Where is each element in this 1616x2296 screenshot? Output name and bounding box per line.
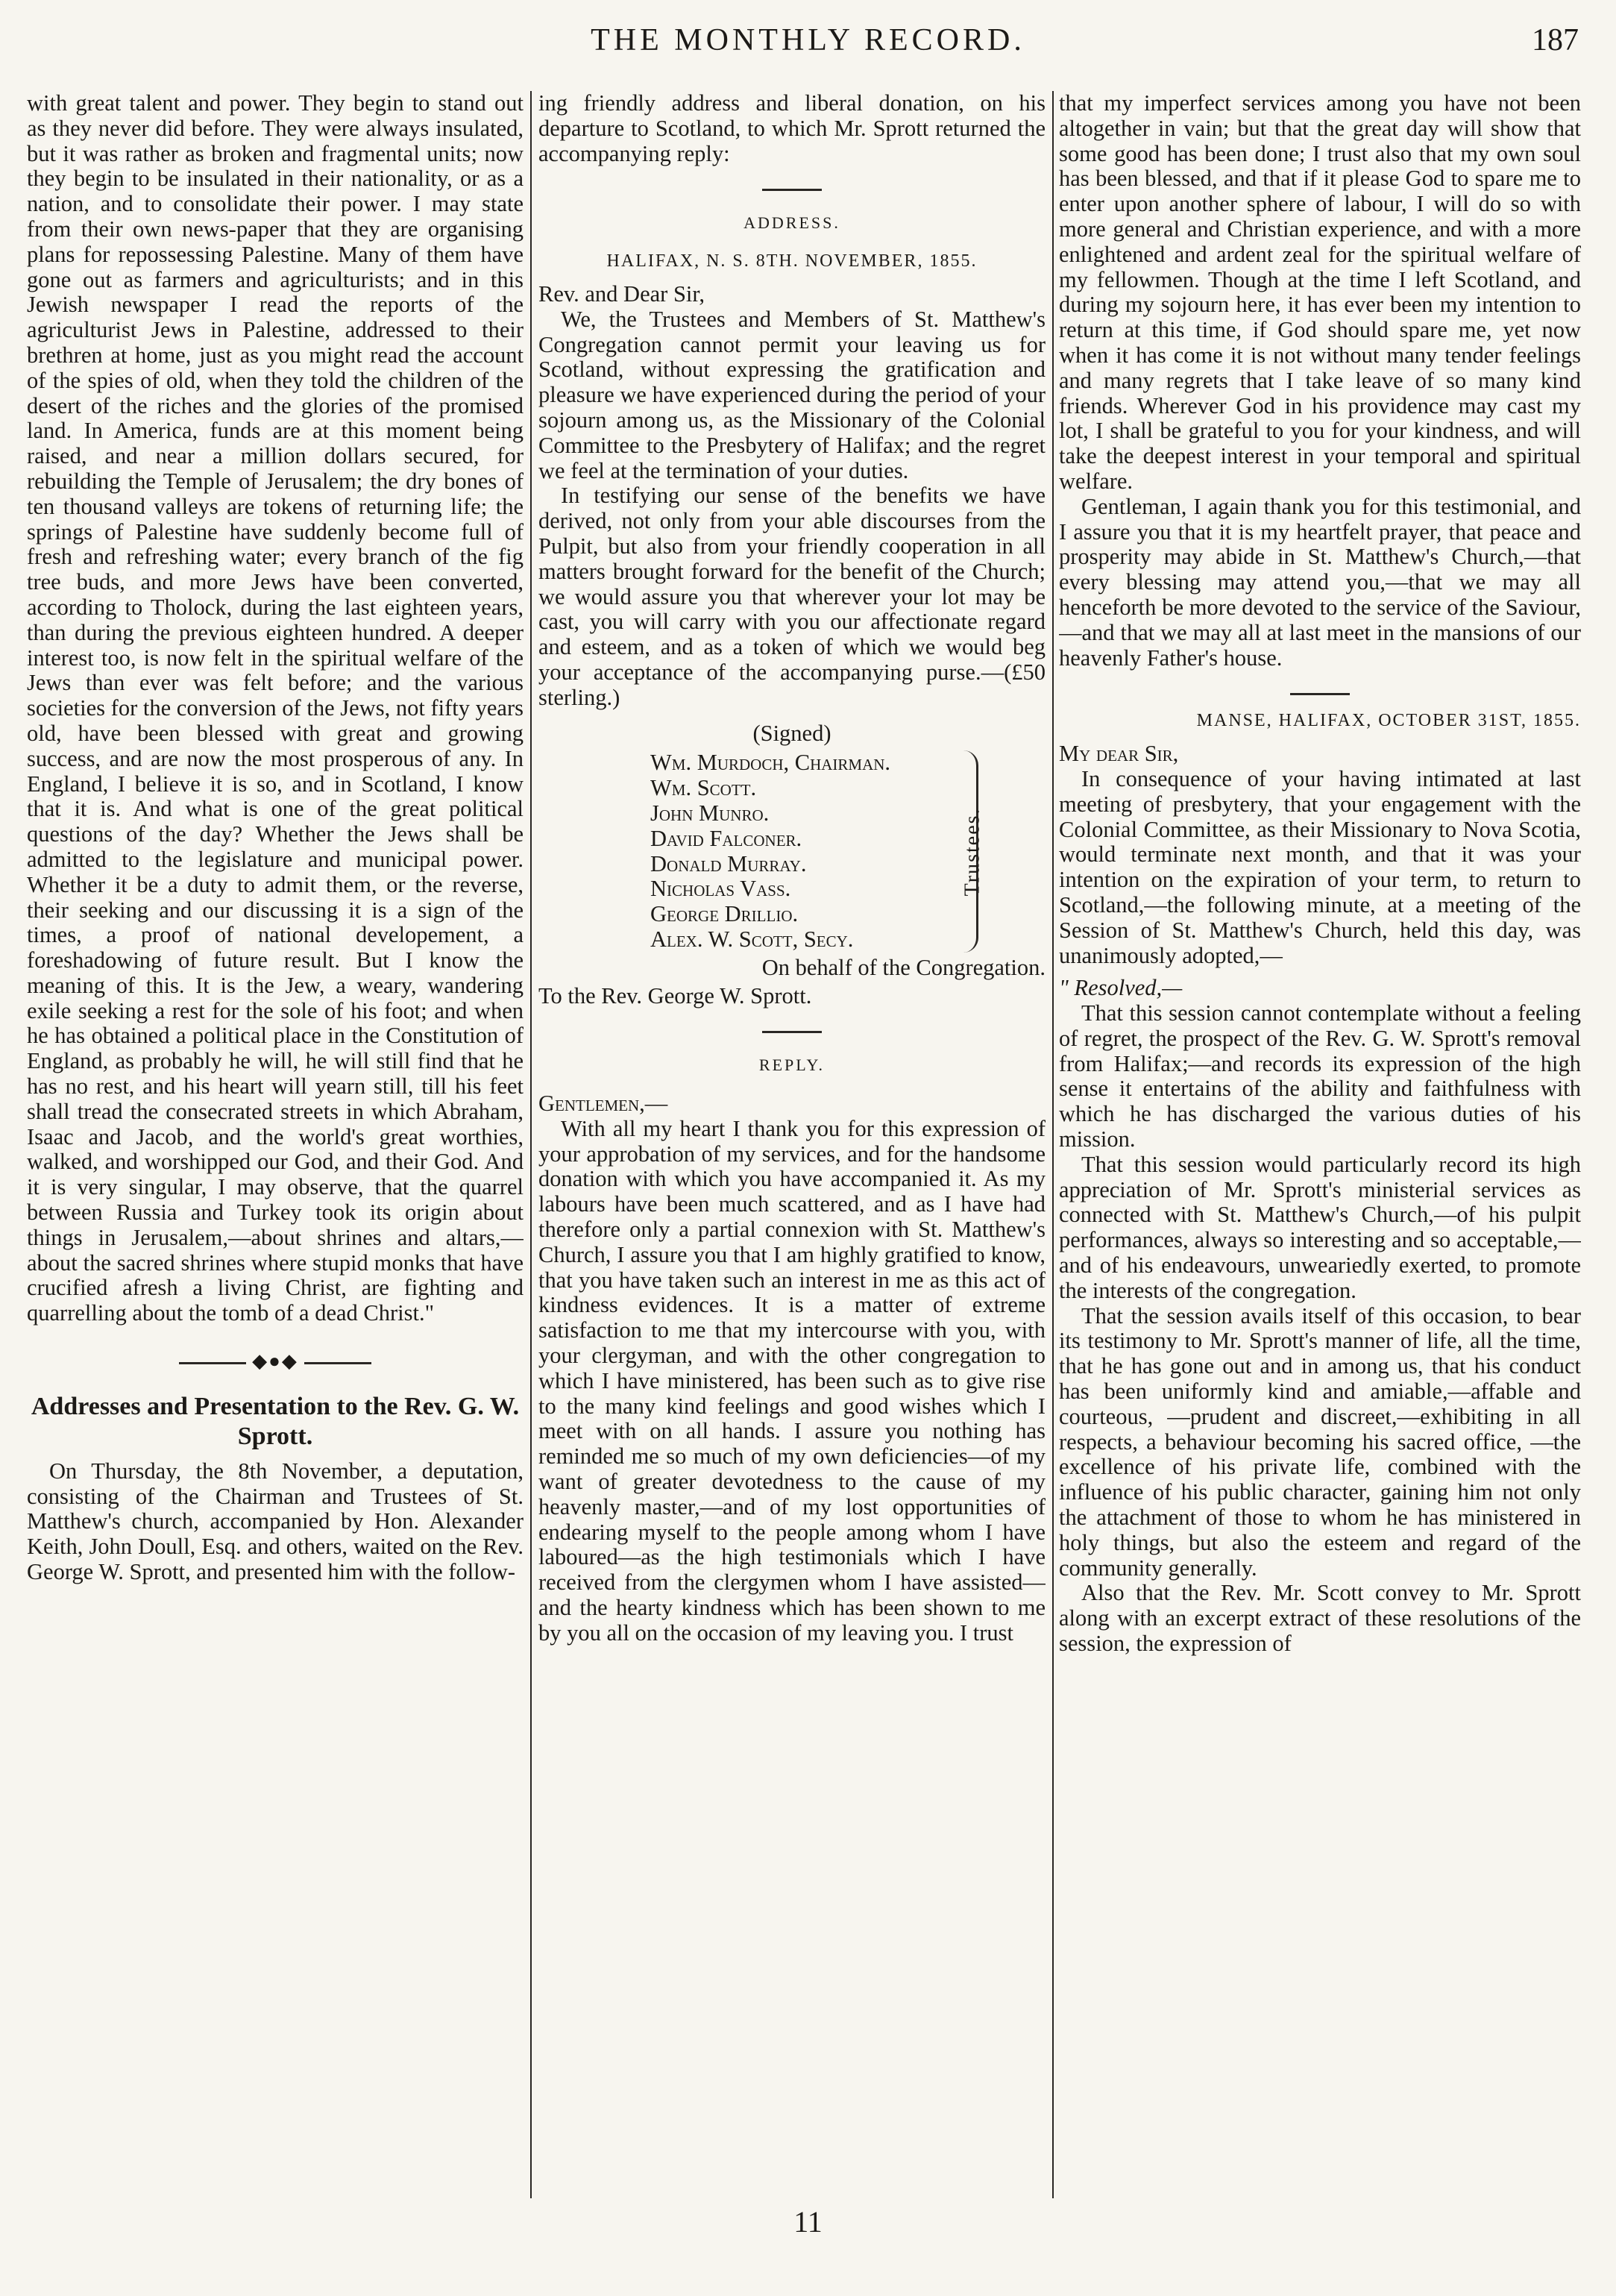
address-heading: ADDRESS. <box>743 213 840 233</box>
reply-salutation: Gentlemen,— <box>538 1091 668 1117</box>
reply-heading: REPLY. <box>758 1056 826 1075</box>
address-salutation: Rev. and Dear Sir, <box>538 280 705 307</box>
short-rule <box>762 1031 822 1033</box>
intro-paragraph: ing friendly address and liberal donation, on his departure to Scotland, to which Mr. Sprott returned the accompanying reply: <box>538 91 1046 166</box>
column-left <box>27 91 524 2198</box>
reply-paragraph: With all my heart I thank you for this expression of your approbation of my services, and for the handsome donation with which you have accompanied it. As my labours have been much scattered, and as I have had therefore only a partial connexion with St. Matthew's Church, I assure you that I am highly gratified to know, that you have taken such an interest in me as this act of kindness evidences. It is a matter of extreme satisfaction to me that my intercourse with you, with your clergyman, and with the other congregation to which I have ministered, has been such as to give rise to the many kind feelings and good wishes which I meet with on all hands. I assure you nothing has reminded me so much of my own deficiencies—of my want of greater devotedness to the cause of my heavenly master,—and of my lost opportunities of endearing myself to the people among whom I have laboured—as the high testimonials which I have received from the clergymen whom I have assisted—and the hearty kindness which has been shown to me by you all on the occasion of my leaving you. I trust <box>538 1115 1046 1646</box>
letter-salutation: My dear Sir, <box>1059 741 1179 767</box>
column-rule-right <box>1052 91 1054 2198</box>
section-title: Addresses and Presentation to the Rev. G. W. Sprott. <box>31 1392 520 1450</box>
signature-item: Wm. Murdoch, Chairman. <box>650 750 891 776</box>
signature-item: Nicholas Vass. <box>650 876 791 902</box>
behalf-line: On behalf of the Congregation. <box>761 954 1046 980</box>
signature-item: Alex. W. Scott, Secy. <box>650 926 854 952</box>
recipient-line: To the Rev. George W. Sprott. <box>538 982 812 1009</box>
deputation-paragraph: On Thursday, the 8th November, a deputation, consisting of the Chairman and Trustees of St. Matthew's church, accompanied by Hon. Alexander Keith, John Doull, Esq. and others, waited on the Rev. George W. Sprott, and presented him with the follow- <box>27 1458 524 1585</box>
page-header <box>30 22 1586 64</box>
trustees-label: Trustees. <box>961 807 984 897</box>
resolved-label: " Resolved,— <box>1059 975 1183 1001</box>
signed-label: (Signed) <box>752 720 831 746</box>
letter-paragraph: In consequence of your having intimated at last meeting of presbytery, that your engagement with the Colonial Committee, as their Missionary to Nova Scotia, would terminate next month, and that it was your intention on the expiration of your term, to return to Scotland,—the following minute, at a meeting of the Session of St. Matthew's Church, held this day, was unanimously adopted,— <box>1059 765 1581 968</box>
column-rule-left <box>530 91 532 2198</box>
signature-item: Wm. Scott. <box>650 775 757 801</box>
short-rule <box>1290 693 1350 695</box>
column-right <box>1059 91 1581 2198</box>
address-paragraph-1: We, the Trustees and Members of St. Matthew's Congregation cannot permit your leaving us for Scotland, without expressing the gratification and pleasure we have experienced during the period of your sojourn among us, as the Missionary of the Colonial Committee to the Presbytery of Halifax; and the regret we feel at the termination of your duties. <box>538 306 1046 483</box>
signature-item: David Falconer. <box>650 825 802 851</box>
jewish-affairs-paragraph: with great talent and power. They begin to stand out as they never did before. They were always insulated, but it was rather as broken and fragmental units; now they begin to be insulated in their nationality, or as a nation, and to consolidate their power. I may state from their own news-paper that they are organising plans for repossessing Palestine. Many of them have gone out as farmers and agriculturists; and in this Jewish newspaper I read the reports of the agriculturist Jews in Palestine, addressed to their brethren at home, just as you might read the account of the spies of old, when they told the children of the desert of the riches and the glories of the promised land. In America, funds are at this moment being raised, and near a million dollars secured, for rebuilding the Temple of Jerusalem; the dry bones of ten thousand valleys are tokens of returning life; the springs of Palestine have suddenly become full of fresh and refreshing water; every branch of the fig tree buds, and more Jews have been converted, according to Tholock, during the last eighteen years, than during the previous eighteen hundred. A deeper interest too, is now felt in the spiritual welfare of the Jews than ever was felt before; and the various societies for the conversion of the Jews, not fifty years old, have been blessed with great and growing success, and are now the most prosperous of any. In England, I believe it is so, and in Scotland, I know that it is. And what is one of the great political questions of the day? Whether the Jews shall be admitted to the legislature and municipal power. Whether it be a duty to admit them, or the reverse, their seeking and our discussing it is a sign of the times, a proof of national developement, a foreshadowing of future result. But I know the meaning of this. It is the Jew, a weary, wandering exile seeking a rest for the sole of his foot; and when he has obtained a political place in the Constitution of England, as probably he will, he will still find that he has no rest, and his heart will yearn still, till his feet shall tread the consecrated streets in which Abraham, Isaac and Jacob, and the world's great worthies, walked, and worshipped our God, and their God. And it is very singular, I may observe, that the quarrel between Russia and Turkey took its origin about things in Jerusalem,—about shrines and altars,—about the sacred shrines where stupid monks that have crucified afresh a living Christ, are fighting and quarrelling about the tomb of a dead Christ." <box>27 91 524 1326</box>
reply-closing: Gentleman, I again thank you for this testimonial, and I assure you that it is my heartfelt prayer, that peace and prosperity may abide in St. Matthew's Church,—that every blessing may attend you,—that we may all henceforth be more devoted to the service of the Saviour,—and that we may all at last meet in the mansions of our heavenly Father's house. <box>1059 493 1581 671</box>
signature-mark: 11 <box>793 2205 823 2239</box>
reply-continuation: that my imperfect services among you have not been altogether in vain; but that the great day will show that some good has been done; I trust also that my own soul has been blessed, and that if it please God to spare me to enter upon another sphere of labour, I will do so with more general and Christian experience, and with a more enlightened and ardent zeal for the spiritual welfare of my fellowmen. Though at the time I left Scotland, and during my sojourn here, it has ever been my intention to return at this time, if God should spare me, yet now when it has come it is not without many tender feelings and many regrets that I take leave of so many kind friends. Wherever God in his providence may cast my lot, I shall be grateful to you for your kindness, and will take the deepest interest in your temporal and spiritual welfare. <box>1059 91 1581 494</box>
column-middle <box>538 91 1046 2198</box>
signature-block <box>538 721 1046 1009</box>
address-dateline: HALIFAX, N. S. 8TH. NOVEMBER, 1855. <box>606 251 978 272</box>
resolution-2: That this session would particularly record its high appreciation of Mr. Sprott's ministerial services as connected with St. Matthew's Church,—of his pulpit performances, always so interesting and so acceptable,—and of his endeavours, unweariedly exerted, to promote the interests of the congregation. <box>1059 1151 1581 1303</box>
short-rule <box>762 189 822 191</box>
signature-item: John Munro. <box>650 800 770 826</box>
page-number: 187 <box>1532 23 1579 57</box>
address-paragraph-2: In testifying our sense of the benefits we have derived, not only from your able discourses from the Pulpit, but also from your friendly cooperation in all matters brought forward for the benefit of the Church; we would assure you that wherever your lot may be cast, you will carry with you our affectionate regard and esteem, and as a token of which we would beg your acceptance of the accompanying purse.—(£50 sterling.) <box>538 483 1046 710</box>
resolution-4: Also that the Rev. Mr. Scott convey to Mr. Sprott along with an excerpt extract of these resolutions of the session, the expression of <box>1059 1580 1581 1657</box>
section-ornament: ◆●◆ <box>27 1349 524 1374</box>
signature-item: Donald Murray. <box>650 850 807 876</box>
signature-item: George Drillio. <box>650 901 799 927</box>
manse-dateline: MANSE, HALIFAX, OCTOBER 31ST, 1855. <box>1196 711 1581 731</box>
resolution-3: That the session avails itself of this occasion, to bear its testimony to Mr. Sprott's manner of life, all the time, that he has gone out and in among us, that his conduct has been uniformly kind and amiable,—affable and courteous, —prudent and discreet,—exhibiting in all respects, a behaviour becoming his sacred office, —the excellence of his private life, combined with the influence of his public character, gaining him not only the attachment of those to whom he has ministered in holy things, but also the esteem and regard of the community generally. <box>1059 1302 1581 1581</box>
signature-list <box>650 750 984 952</box>
resolution-1: That this session cannot contemplate without a feeling of regret, the prospect of the Rev. G. W. Sprott's removal from Halifax;—and records its expression of the high sense it entertains of the ability and faithfulness with which he has discharged the various duties of his mission. <box>1059 1000 1581 1152</box>
running-title: THE MONTHLY RECORD. <box>591 23 1025 57</box>
